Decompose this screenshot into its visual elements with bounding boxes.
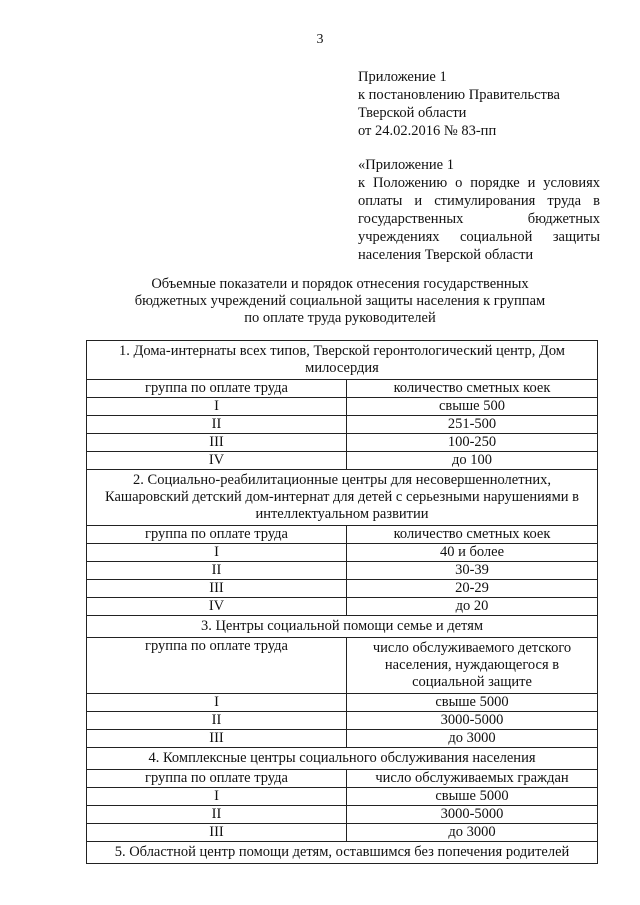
section-title: 4. Комплексные центры социального обслуживания населения (87, 748, 598, 770)
value-cell: 20-29 (347, 580, 598, 598)
table-row (87, 694, 598, 712)
group-cell: I (87, 788, 347, 806)
group-cell: IV (87, 598, 347, 616)
annex-inner-line: государственных бюджетных (358, 211, 600, 227)
value-cell: свыше 5000 (347, 694, 598, 712)
value-cell: до 3000 (347, 824, 598, 842)
table-row (87, 580, 598, 598)
value-cell: 3000-5000 (347, 806, 598, 824)
table-row (87, 544, 598, 562)
table-row (87, 824, 598, 842)
header-metric: число обслуживаемого детского населения, нуждающегося в социальной защите (347, 638, 598, 694)
header-group: группа по оплате труда (87, 526, 347, 544)
section-title: 5. Областной центр помощи детям, оставшимся без попечения родителей (87, 842, 598, 864)
header-metric: число обслуживаемых граждан (347, 770, 598, 788)
header-row (87, 638, 598, 694)
value-cell: 100-250 (347, 434, 598, 452)
section-title: 2. Социально-реабилитационные центры для несовершеннолетних, Кашаровский детский дом-интернат для детей с серьезными нарушениями в интеллектуальном развитии (87, 470, 598, 526)
group-cell: II (87, 806, 347, 824)
title-line: по оплате труда руководителей (244, 310, 436, 326)
group-cell: II (87, 416, 347, 434)
section-row (87, 748, 598, 770)
header-group: группа по оплате труда (87, 380, 347, 398)
title-line: бюджетных учреждений социальной защиты населения к группам (134, 293, 546, 309)
value-cell: до 20 (347, 598, 598, 616)
group-cell: I (87, 398, 347, 416)
annex-inner-line: к Положению о порядке и условиях (358, 175, 600, 191)
section-row (87, 470, 598, 526)
section-title: 1. Дома-интернаты всех типов, Тверской геронтологический центр, Дом милосердия (87, 341, 598, 380)
value-cell: свыше 500 (347, 398, 598, 416)
value-cell: 30-39 (347, 562, 598, 580)
group-cell: IV (87, 452, 347, 470)
table-row (87, 562, 598, 580)
annex-inner-line: оплаты и стимулирования труда в (358, 193, 600, 209)
annex-inner-line: «Приложение 1 (358, 157, 454, 173)
section-title: 3. Центры социальной помощи семье и детям (87, 616, 598, 638)
value-cell: до 3000 (347, 730, 598, 748)
group-cell: III (87, 434, 347, 452)
group-cell: III (87, 580, 347, 598)
annex-header-line: от 24.02.2016 № 83-пп (358, 123, 497, 139)
section-row (87, 842, 598, 864)
table-row (87, 398, 598, 416)
salary-groups-table (86, 340, 598, 864)
value-cell: 3000-5000 (347, 712, 598, 730)
annex-header-line: к постановлению Правительства (358, 87, 560, 103)
header-row (87, 770, 598, 788)
annex-inner-line: населения Тверской области (358, 247, 534, 263)
value-cell: свыше 5000 (347, 788, 598, 806)
table-row (87, 788, 598, 806)
table-row (87, 434, 598, 452)
header-row (87, 526, 598, 544)
header-group: группа по оплате труда (87, 638, 347, 694)
table-row (87, 416, 598, 434)
table-row (87, 730, 598, 748)
header-group: группа по оплате труда (87, 770, 347, 788)
annex-inner-header (358, 156, 600, 264)
table-row (87, 712, 598, 730)
group-cell: III (87, 824, 347, 842)
table-row (87, 806, 598, 824)
value-cell: 251-500 (347, 416, 598, 434)
document-title (80, 276, 600, 327)
header-metric: количество сметных коек (347, 526, 598, 544)
table-row (87, 452, 598, 470)
value-cell: 40 и более (347, 544, 598, 562)
section-row (87, 616, 598, 638)
value-cell: до 100 (347, 452, 598, 470)
page-number: 3 (316, 32, 324, 47)
annex-header (358, 68, 600, 140)
section-row (87, 341, 598, 380)
header-row (87, 380, 598, 398)
group-cell: III (87, 730, 347, 748)
annex-header-line: Тверской области (358, 105, 467, 121)
table-row (87, 598, 598, 616)
group-cell: II (87, 712, 347, 730)
annex-header-line: Приложение 1 (358, 69, 447, 85)
header-metric: количество сметных коек (347, 380, 598, 398)
group-cell: I (87, 694, 347, 712)
group-cell: I (87, 544, 347, 562)
group-cell: II (87, 562, 347, 580)
title-line: Объемные показатели и порядок отнесения государственных (151, 276, 529, 292)
annex-inner-line: учреждениях социальной защиты (358, 229, 600, 245)
